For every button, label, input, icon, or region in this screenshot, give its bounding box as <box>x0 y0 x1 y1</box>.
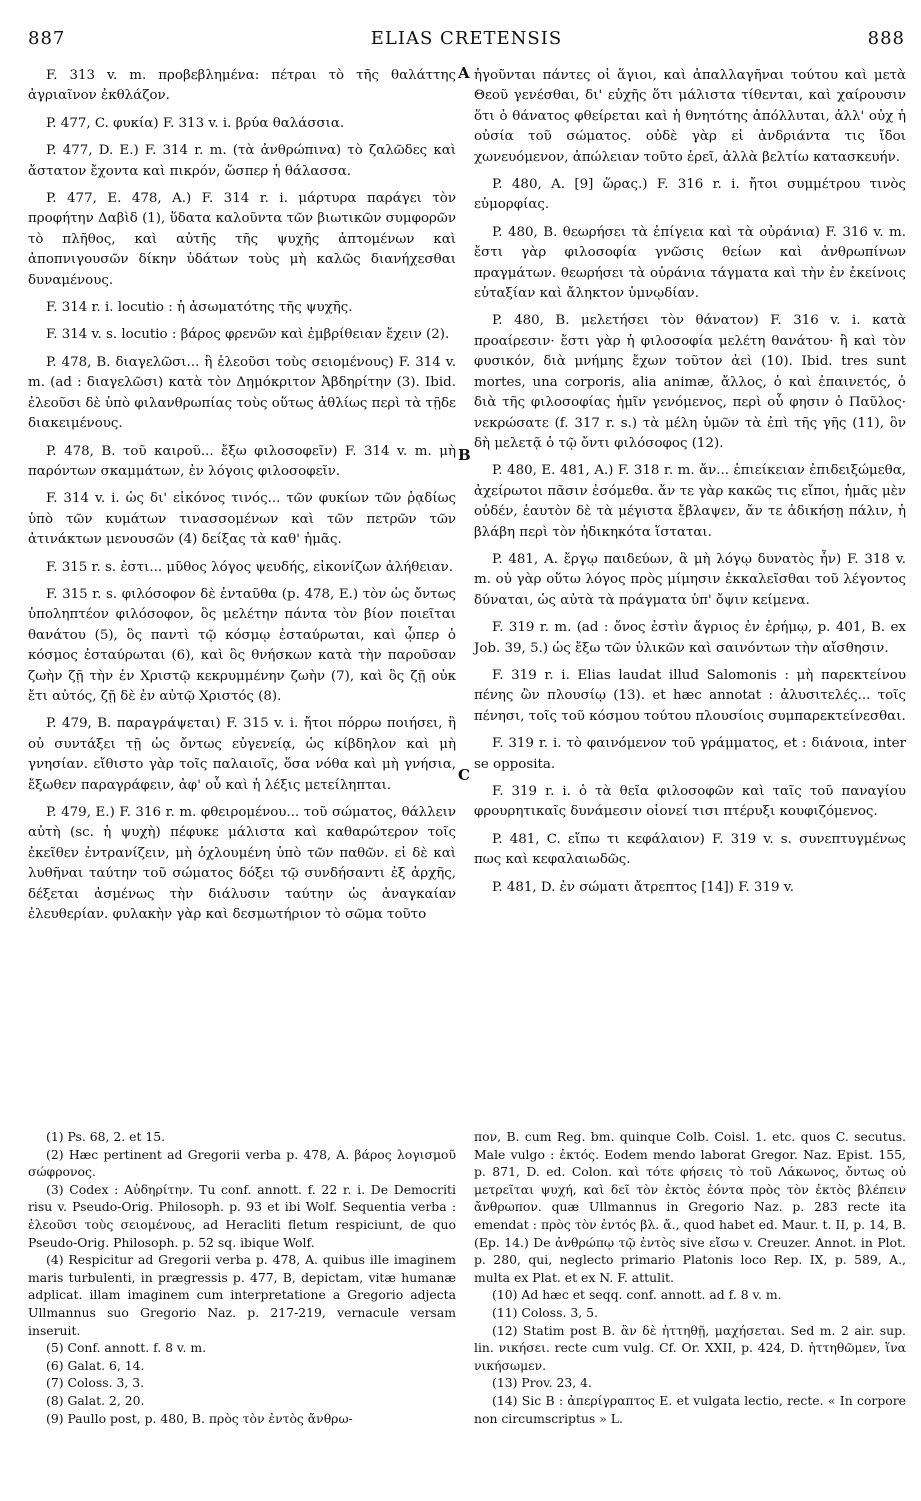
left-paragraph: P. 479, E.) F. 316 r. m. φθειρομένου... τοῦ σώματος, θάλλειν αὐτὴ (sc. ἡ ψυχὴ) πέφυκε μάλιστα καὶ καθαρώτερον τοῖς ἐκεῖθεν ἐντρανίζειν, μὴ ὀχλουμένη ὑπὸ τῶν παθῶν. εἰ δὲ καὶ λυθῆναι ταύτην τοῦ σώματος δόξει τῷ συνδήσαντι ἐξ ἀρχῆς, δέξεται ἀσμένως τὴν διάλυσιν ταύτην ὡς ἀναγκαίαν ἐλευθερίαν. φυλακὴν γὰρ καὶ δεσμωτήριον τὸ σῶμα τοῦτο <box>28 805 456 923</box>
left-paragraph: F. 315 r. s. ἐστι... μῦθος λόγος ψευδής, εἰκονίζων ἀλήθειαν. <box>46 559 453 575</box>
margin-marker-b: B <box>458 446 471 464</box>
right-paragraph: ἡγοῦνται πάντες οἱ ἅγιοι, καὶ ἀπαλλαγῆναι τούτου καὶ μετὰ Θεοῦ γενέσθαι, δι' εὐχῆς ὅτι μάλιστα τίθενται, καὶ χαίρουσιν ὅτι ὁ θάνατος φθείρεται καὶ ἡ θνητότης ἀπόλλυται, ἀλλ' οὐχ ἡ οὐσία τοῦ σώματος. οὐδὲ γὰρ εἰ ἀνδριάντα τις ἴδοι χωνευόμενον, ἀπώλειαν τοῦτο ἐρεῖ, ἀλλὰ βελτίω κατασκευήν. <box>474 68 906 165</box>
left-paragraph: F. 314 r. i. locutio : ἡ ἀσωματότης τῆς ψυχῆς. <box>46 300 353 316</box>
left-paragraph: F. 313 v. m. προβεβλημένα: πέτραι τὸ τῆς θαλάττης ἀγριαῖνον ἐκθλάζον. <box>28 68 456 104</box>
left-paragraph: P. 478, B. τοῦ καιροῦ... ἔξω φιλοσοφεῖν) F. 314 v. m. μὴ παρόντων σκαμμάτων, ἐν λόγοις φιλοσοφεῖν. <box>28 443 456 479</box>
running-head: ELIAS CRETENSIS <box>370 28 563 49</box>
right-paragraph: P. 480, B. μελετήσει τὸν θάνατον) F. 316 v. i. κατὰ προαίρεσιν· ἔστι γὰρ ἡ φιλοσοφία μελέτη θανάτου· ἢ καὶ τὸν φυσικόν, διὰ μνήμης ἔχων τοῦτον ἀεὶ (10). Ibid. tres sunt mortes, una corporis, alia animæ, ἄλλος, ὁ καὶ ἐπαινετός, ὁ διὰ τῆς φιλοσοφίας ἡμῖν γενόμενος, περὶ οὗ φησιν ὁ Παῦλος· νεκρώσατε (f. 317 r. s.) τὰ μέλη ὑμῶν τὰ ἐπὶ τῆς γῆς (11), ὃν δὴ μελετᾷ ὁ τῷ ὄντι φιλόσοφος (12). <box>474 313 906 451</box>
footnote: (11) Coloss. 3, 5. <box>492 1304 598 1320</box>
footnote: (4) Respicitur ad Gregorii verba p. 478, A. quibus ille imaginem maris turbulenti, in prægressis p. 477, B, depictam, vitæ humanæ adplicat. illam imaginem cum interpretatione a Gregorio adjecta Ullmannus suo Gregorio Naz. p. 217-219, vernacule versam inseruit. <box>28 1252 456 1338</box>
footnote: (7) Coloss. 3, 3. <box>46 1375 145 1391</box>
footnote: (10) Ad hæc et seqq. conf. annott. ad f. 8 v. m. <box>492 1287 782 1303</box>
right-paragraph: P. 481, D. ἐν σώματι ἄτρεπτος [14]) F. 319 v. <box>492 879 794 895</box>
footnote: πον, B. cum Reg. bm. quinque Colb. Coisl. 1. etc. quos C. secutus. Male vulgo : ἐκτός. Eodem mendo laborat Gregor. Naz. Epist. 155, p. 871, D. ed. Colon. καὶ τότε φήσεις τὸ τοῦ Λάκωνος, ὄντως οὐ μετρεῖται ψυχή, καὶ δεῖ τὸν ἐκτὸς ἐόντα πρὸς τὸν ἐκτὸς βλέπειν ἄνθρωπον. quæ Ullmannus in Gregorio Naz. p. 283 recte ita emendat : πρὸς τὸν ἐντός βλ. ἄ., quod habet ed. Maur. t. II, p. 14, B. (Ep. 14.) De ἀνθρώπῳ τῷ ἐντὸς sive εἴσω v. Creuzer. Annot. in Plot. p. 280, qui, neglecto primario Platonis loco Rep. IX, p. 589, A., multa ex Plat. et ex N. F. attulit. <box>474 1129 906 1285</box>
margin-marker-c: C <box>458 766 470 784</box>
right-paragraph: F. 319 r. m. (ad : ὄνος ἐστὶν ἄγριος ἐν ἐρήμῳ, p. 401, B. ex Job. 39, 5.) ὡς ἔξω τῶν ὑλικῶν καὶ σαινόντων τὴν αἴσθησιν. <box>474 620 906 656</box>
footnotes-right <box>474 1128 906 1427</box>
footnote: (3) Codex : Αὐδηρίτην. Tu conf. annott. f. 22 r. i. De Democriti risu v. Pseudo-Orig. Philosoph. p. 93 et ibi Wolf. Sequentia verba : ἐλεοῦσι τοὺς σειομένους, ad Heracliti fletum respiciunt, de quo Pseudo-Orig. Philosoph. p. 52 sq. ibique Wolf. <box>28 1181 456 1250</box>
footnote: (9) Paullo post, p. 480, B. πρὸς τὸν ἐντὸς ἄνθρω- <box>46 1410 353 1426</box>
right-paragraph: P. 480, A. [9] ὥρας.) F. 316 r. i. ἤτοι συμμέτρου τινὸς εὐμορφίας. <box>474 177 906 213</box>
right-paragraph: F. 319 r. i. ὁ τὰ θεῖα φιλοσοφῶν καὶ ταῖς τοῦ παναγίου φρουρητικαῖς δυνάμεσιν οἱονεί τισι πτέρυξι κουφιζόμενος. <box>474 784 906 820</box>
page-header <box>28 28 905 54</box>
margin-marker-a: A <box>458 64 470 82</box>
left-paragraph: P. 479, B. παραγράψεται) F. 315 v. i. ἤτοι πόρρω ποιήσει, ἢ οὐ συντάξει τῇ ὡς ὄντως εὐγενείᾳ, ὡς κίβδηλον καὶ μὴ γνησίαν. εἴθιστο γὰρ τοῖς παλαιοῖς, ὅσα νόθα καὶ μὴ γνήσια, ἔξωθεν παραγράφειν, ἀφ' οὗ καὶ ἡ λέξις μετείληπται. <box>28 716 456 793</box>
right-paragraph: P. 480, B. θεωρήσει τὰ ἐπίγεια καὶ τὰ οὐράνια) F. 316 v. m. ἔστι γὰρ φιλοσοφία γνῶσις θείων καὶ ἀνθρωπίνων πραγμάτων. θεωρήσει τὰ οὐράνια τάγματα καὶ τὴν ἐν ἐκείνοις εὐταξίαν καὶ ἄληκτον ὑμνῳδίαν. <box>474 224 906 302</box>
right-paragraph: P. 481, A. ἔργῳ παιδεύων, ἃ μὴ λόγῳ δυνατὸς ἦν) F. 318 v. m. οὐ γὰρ οὕτω λόγος πρὸς μίμησιν ἐκκαλεῖσθαι τοῦ λέγοντος δύναται, ὡς αὐτὰ τὰ πράγματα ὑπ' ὄψιν κείμενα. <box>474 551 906 608</box>
left-column <box>28 66 456 932</box>
footnote: (8) Galat. 2, 20. <box>46 1392 145 1408</box>
footnote: (5) Conf. annott. f. 8 v. m. <box>46 1340 207 1356</box>
footnote: (13) Prov. 23, 4. <box>492 1375 592 1391</box>
footnote: (6) Galat. 6, 14. <box>46 1357 145 1373</box>
footnote: (14) Sic B : ἀπερίγραπτος E. et vulgata lectio, recte. « In corpore non circumscriptus » L. <box>474 1392 906 1426</box>
footnotes-left <box>28 1128 456 1427</box>
page-number-left: 887 <box>28 28 66 49</box>
left-paragraph: P. 477, C. φυκία) F. 313 v. i. βρύα θαλάσσια. <box>46 115 345 131</box>
left-paragraph: P. 477, D. E.) F. 314 r. m. (τὰ ἀνθρώπινα) τὸ ζαλῶδες καὶ ἄστατον ἔχοντα καὶ πικρόν, ὥσπερ ἡ θάλασσα. <box>28 143 456 179</box>
left-paragraph: P. 478, B. διαγελῶσι... ἢ ἐλεοῦσι τοὺς σειομένους) F. 314 v. m. (ad : διαγελῶσι) κατὰ τὸν Δημόκριτον Ἀβδηρίτην (3). Ibid. ἐλεοῦσι δὲ ὑπὸ φιλανθρωπίας τοὺς οὕτως ἀθλίως περὶ τὰ τῇδε διακειμένους. <box>28 354 456 432</box>
right-paragraph: F. 319 r. i. Elias laudat illud Salomonis : μὴ παρεκτείνου πένης ὢν πλουσίῳ (13). et hæc annotat : ἀλυσιτελές... τοῖς πένησι, τοῖς τοῦ κόσμου τούτου πλουσίοις συμπαρεκτείνεσθαι. <box>474 667 906 724</box>
footnote: (2) Hæc pertinent ad Gregorii verba p. 478, A. βάρος λογισμοῦ σώφρονος. <box>28 1146 456 1180</box>
left-paragraph: F. 315 r. s. φιλόσοφον δὲ ἐνταῦθα (p. 478, E.) τὸν ὡς ὄντως ὑποληπτέον φιλόσοφον, ὃς μελέτην πάντα τὸν βίον ποιεῖται θανάτου (5), ὃς παντὶ τῷ κόσμῳ ἐσταύρωται, καὶ ᾧπερ ὁ κόσμος ἐσταύρωται (6), καὶ ὃς θνήσκων κατὰ τὴν παροῦσαν ζωὴν ζῇ τὴν ἐν Χριστῷ κεκρυμμένην ζωὴν (7), καὶ ὃς ζῇ οὐκ ἔτι αὐτός, ζῇ δὲ ἐν αὐτῷ Χριστός (8). <box>28 586 456 704</box>
right-paragraph: P. 480, E. 481, A.) F. 318 r. m. ἄν... ἐπιείκειαν ἐπιδειξώμεθα, ἀχείρωτοι πᾶσιν ἐσόμεθα. ἄν τε γὰρ κακῶς τις εἴποι, ἡμᾶς μὲν οὐδέν, ἑαυτὸν δὲ τὰ μέγιστα ἔβλαψεν, ἄν τε ἀδικήσῃ πάλιν, ἡ βλάβη περὶ τὸν ἠδικηκότα ἵσταται. <box>474 463 906 540</box>
right-paragraph: P. 481, C. εἴπω τι κεφάλαιον) F. 319 v. s. συνεπτυγμένως πως καὶ κεφαλαιωδῶς. <box>474 831 906 868</box>
right-column <box>474 66 906 905</box>
left-paragraph: F. 314 v. s. locutio : βάρος φρενῶν καὶ ἐμβρίθειαν ἔχειν (2). <box>46 327 450 343</box>
left-paragraph: P. 477, E. 478, A.) F. 314 r. i. μάρτυρα παράγει τὸν προφήτην Δαβὶδ (1), ὕδατα καλοῦντα τῶν βιωτικῶν συμφορῶν τὸ πλῆθος, καὶ αὐτῆς τῆς ψυχῆς ἀπτομένων καὶ ἀποπνιγουσῶν δίκην ὑδάτων τοὺς μὴ καλῶς διανήχεσθαι δυναμένους. <box>28 191 456 288</box>
page-number-right: 888 <box>867 28 905 49</box>
right-paragraph: F. 319 r. i. τὸ φαινόμενον τοῦ γράμματος, et : διάνοια, inter se opposita. <box>474 736 906 772</box>
footnote: (1) Ps. 68, 2. et 15. <box>46 1129 166 1144</box>
footnote: (12) Statim post B. ἂν δὲ ἡττηθῇ, μαχήσεται. Sed m. 2 air. sup. lin. νικήσει. recte cum vulg. Cf. Or. XXII, p. 424, D. ἡττηθῶμεν, ἵνα νικήσωμεν. <box>474 1322 906 1373</box>
left-paragraph: F. 314 v. i. ὡς δι' εἰκόνος τινός... τῶν φυκίων τῶν ῥᾳδίως ὑπὸ τῶν κυμάτων τινασσομένων καὶ τῶν πετρῶν τῶν ἀτινάκτων μενουσῶν (4) δείξας τὰ καθ' ἡμᾶς. <box>28 491 456 548</box>
